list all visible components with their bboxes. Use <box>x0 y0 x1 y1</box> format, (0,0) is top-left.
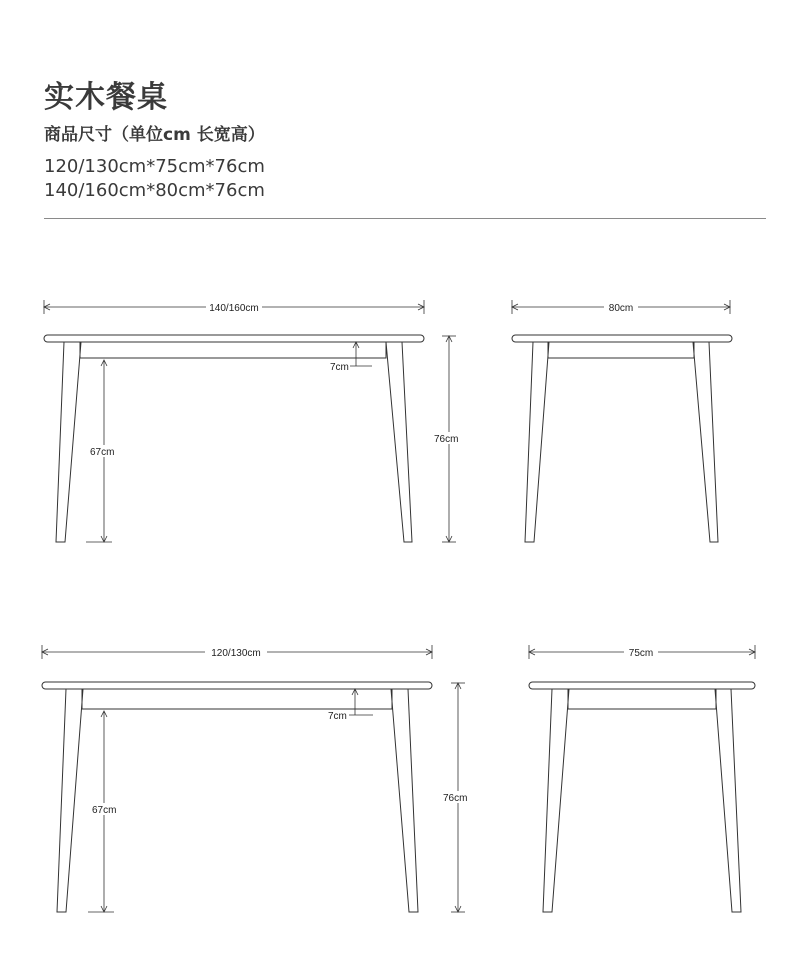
large-front-right-leg <box>386 342 412 542</box>
spec-line-small: 120/130cm*75cm*76cm <box>44 156 265 177</box>
small-side-width-dimension <box>529 645 755 659</box>
size-subtitle: 商品尺寸（单位cm 长宽高） <box>44 125 265 145</box>
small-side-apron <box>568 689 716 709</box>
small-front-clearance-dimension <box>88 711 122 912</box>
large-front-view <box>44 300 465 542</box>
large-side-left-leg <box>525 342 549 542</box>
large-side-apron <box>548 342 694 358</box>
small-front-apron-label: 7cm <box>328 711 347 722</box>
spec-line-large: 140/160cm*80cm*76cm <box>44 180 265 201</box>
large-front-width-label: 140/160cm <box>209 303 259 314</box>
large-front-clearance-label: 67cm <box>90 447 115 458</box>
large-front-left-leg <box>56 342 81 542</box>
small-front-height-dimension <box>442 683 474 912</box>
small-side-tabletop <box>529 682 755 689</box>
small-front-width-label: 120/130cm <box>211 648 261 659</box>
small-front-right-leg <box>391 689 418 912</box>
large-side-right-leg <box>693 342 718 542</box>
large-side-tabletop <box>512 335 732 342</box>
large-front-height-label: 76cm <box>434 434 459 445</box>
large-front-width-dimension <box>44 300 424 314</box>
small-side-width-label: 75cm <box>628 648 654 659</box>
small-side-left-leg <box>543 689 569 912</box>
small-side-view <box>529 645 755 912</box>
large-side-view <box>512 300 732 542</box>
small-front-apron-dimension <box>328 689 373 722</box>
large-front-apron <box>80 342 386 358</box>
small-front-tabletop <box>42 682 432 689</box>
large-side-width-dimension <box>512 300 730 314</box>
page-title: 实木餐桌 <box>44 80 168 115</box>
large-front-height-dimension <box>433 336 465 542</box>
small-front-left-leg <box>57 689 83 912</box>
large-front-apron-label: 7cm <box>330 362 349 373</box>
small-front-width-dimension <box>42 645 432 659</box>
large-front-clearance-dimension <box>86 360 120 542</box>
small-front-apron <box>82 689 392 709</box>
small-front-view <box>42 645 474 912</box>
large-side-width-label: 80cm <box>608 303 634 314</box>
small-side-right-leg <box>715 689 741 912</box>
small-front-clearance-label: 67cm <box>92 805 117 816</box>
large-front-tabletop <box>44 335 424 342</box>
small-front-height-label: 76cm <box>443 793 468 804</box>
